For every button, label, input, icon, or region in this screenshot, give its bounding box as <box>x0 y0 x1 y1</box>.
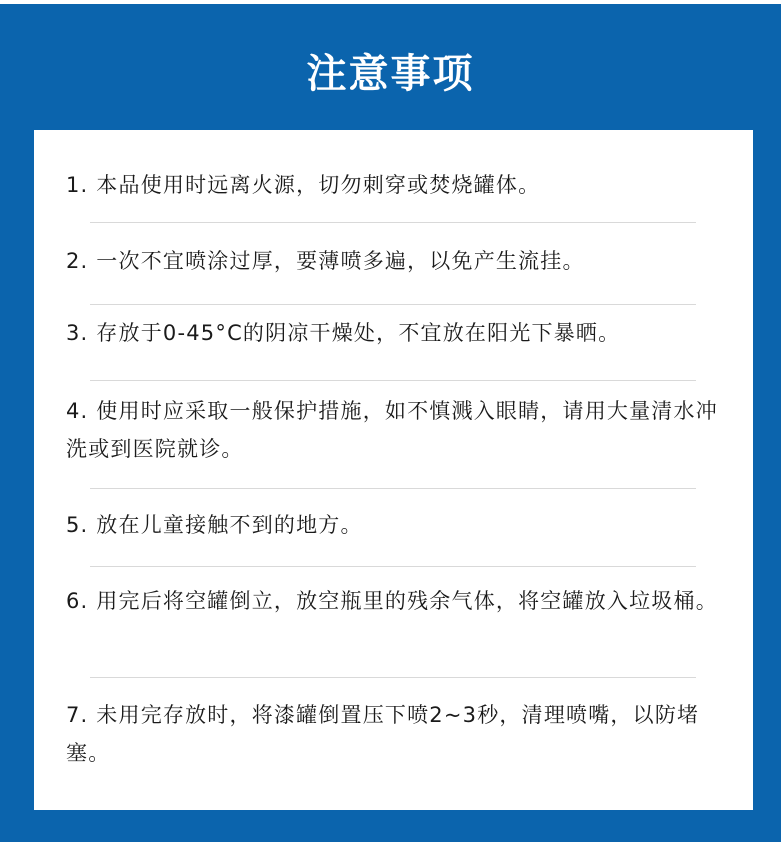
notice-item-1: 1. 本品使用时远离火源，切勿刺穿或焚烧罐体。 <box>66 173 541 197</box>
top-border <box>0 0 781 4</box>
divider-4 <box>90 488 696 489</box>
page-title: 注意事项 <box>306 51 475 97</box>
divider-5 <box>90 566 696 567</box>
notice-item-7: 7. 未用完存放时，将漆罐倒置压下喷2~3秒，清理喷嘴，以防堵塞。 <box>66 703 700 765</box>
notice-item-4: 4. 使用时应采取一般保护措施，如不慎溅入眼睛，请用大量清水冲洗或到医院就诊。 <box>66 399 718 461</box>
divider-3 <box>90 380 696 381</box>
notice-item-2: 2. 一次不宜喷涂过厚，要薄喷多遍，以免产生流挂。 <box>66 249 585 273</box>
notice-item-5: 5. 放在儿童接触不到的地方。 <box>66 513 363 537</box>
divider-6 <box>90 677 696 678</box>
divider-1 <box>90 222 696 223</box>
notice-item-3: 3. 存放于0-45°C的阴凉干燥处，不宜放在阳光下暴晒。 <box>66 321 621 345</box>
notice-panel <box>34 130 753 810</box>
divider-2 <box>90 304 696 305</box>
notice-item-6: 6. 用完后将空罐倒立，放空瓶里的残余气体，将空罐放入垃圾桶。 <box>66 589 718 613</box>
